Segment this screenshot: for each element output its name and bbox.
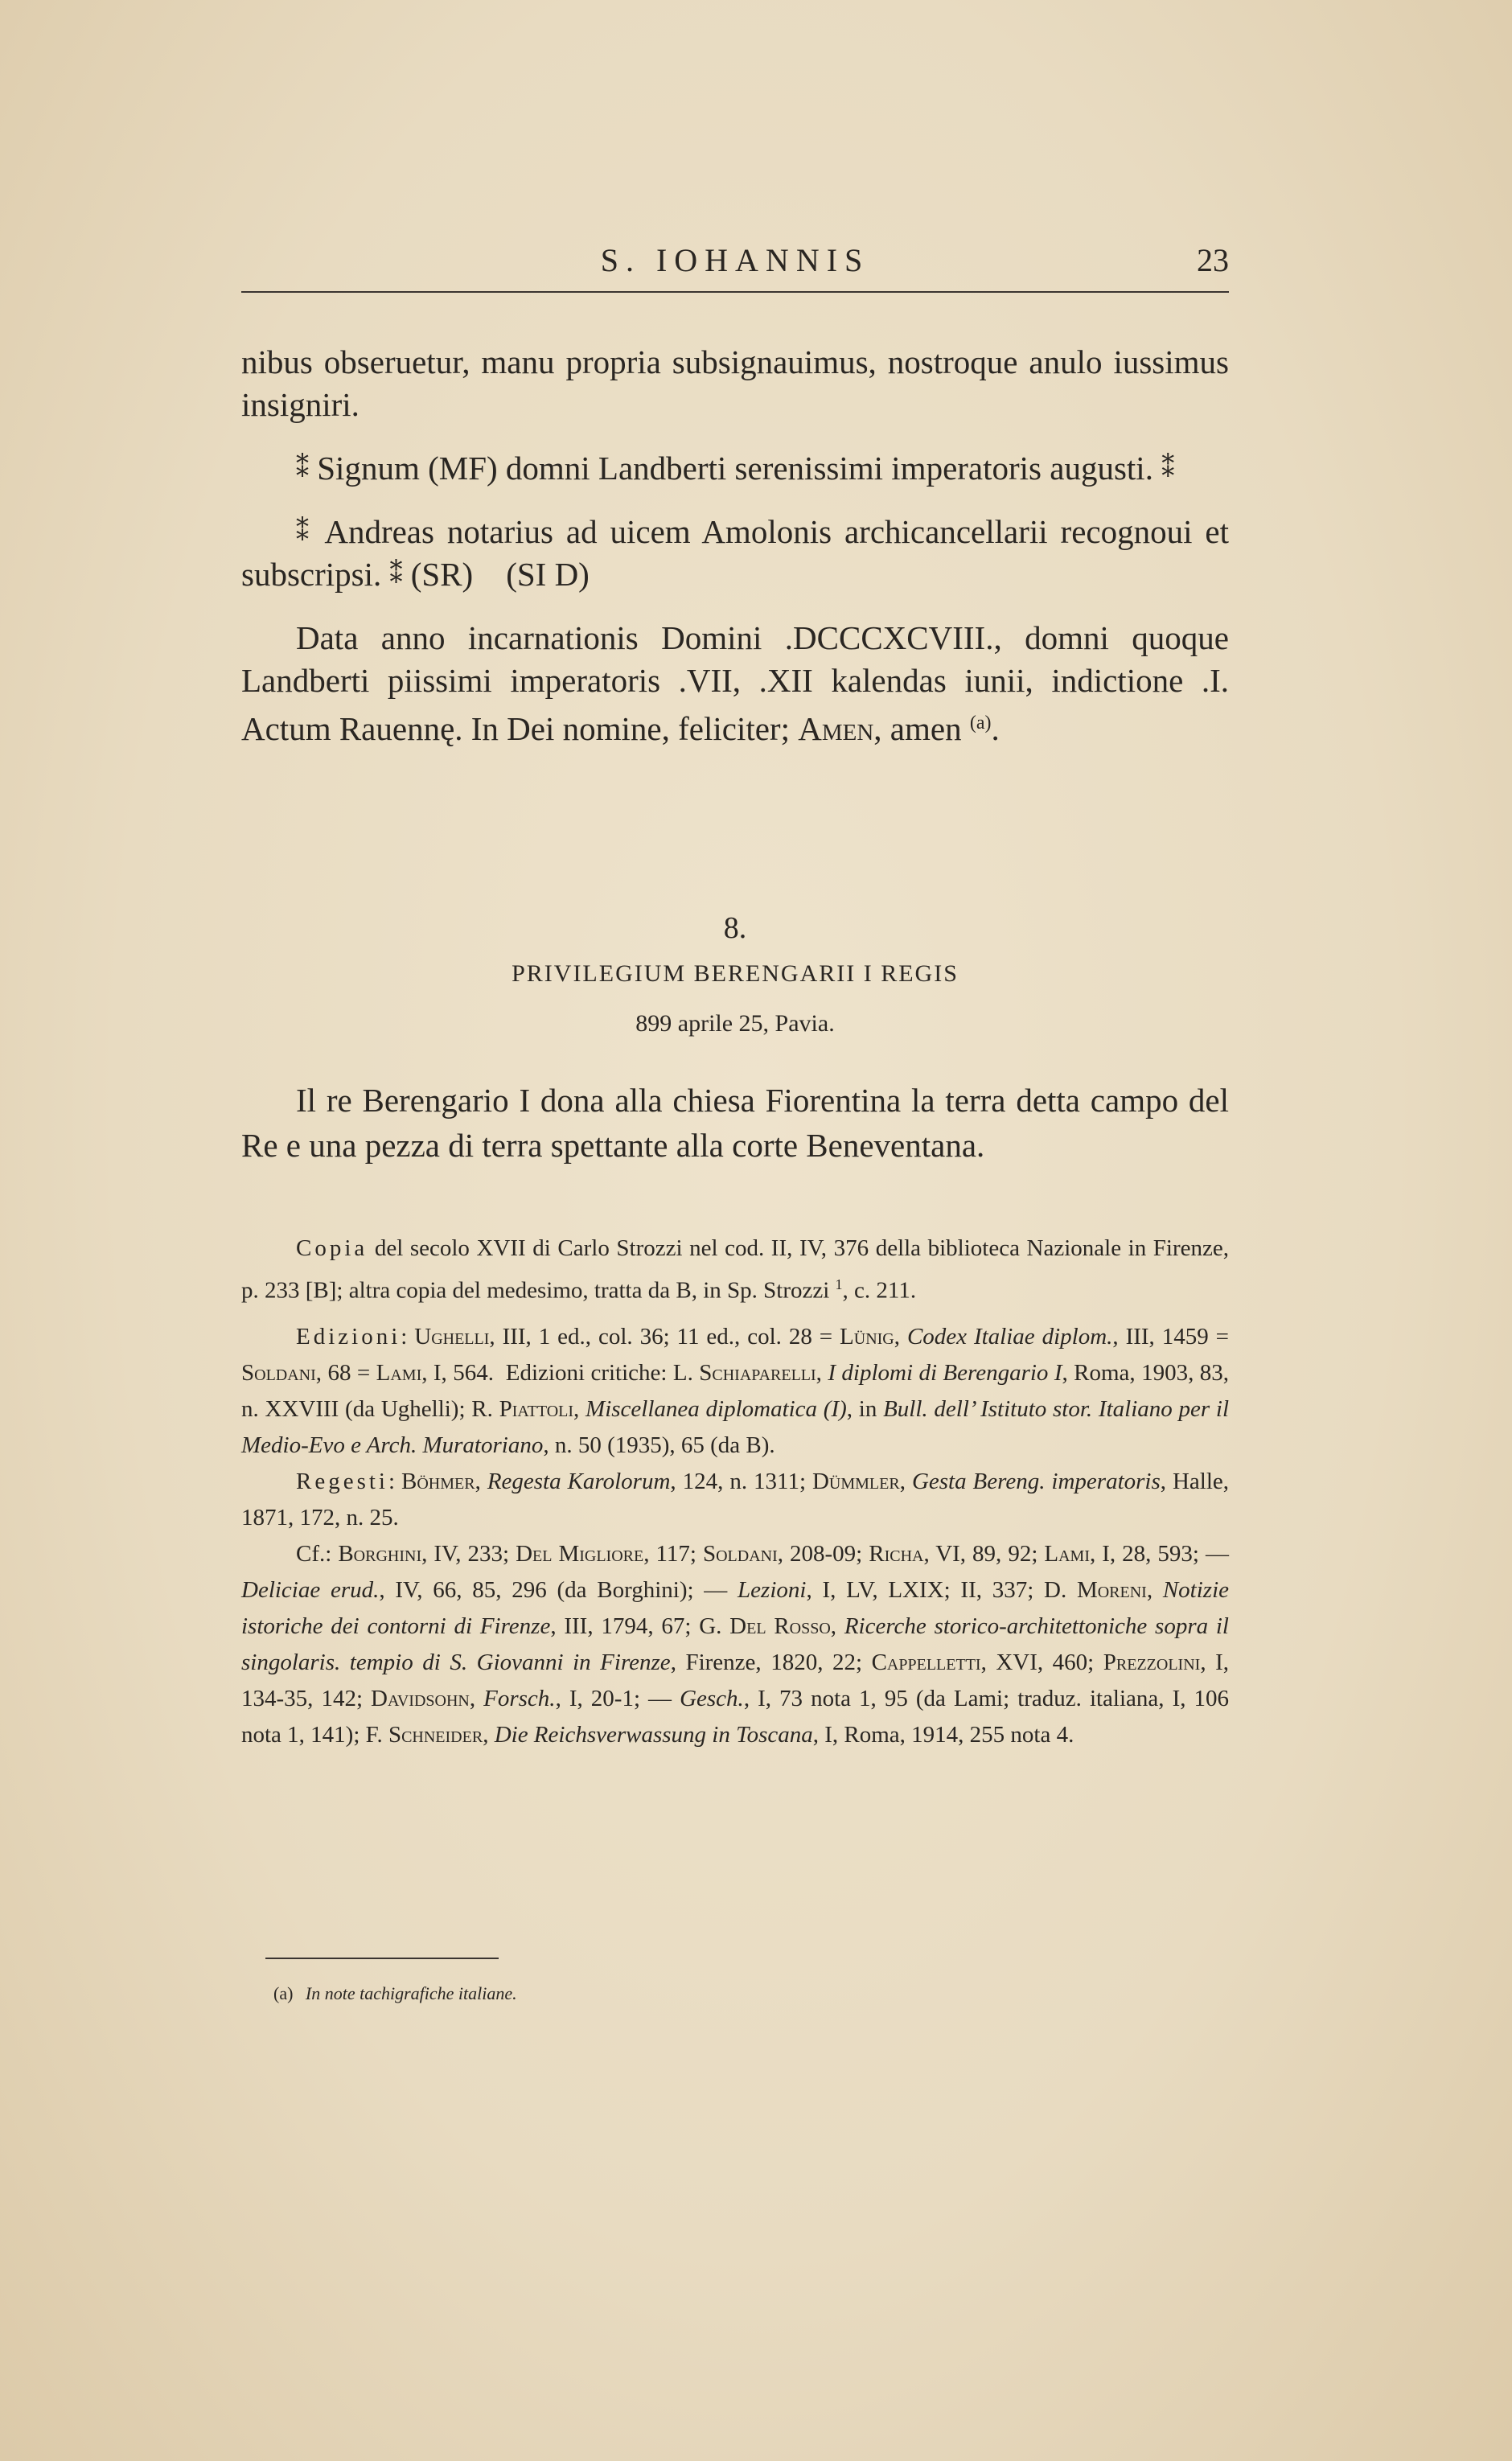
document-summary — [241, 1078, 1229, 1168]
edizioni-text: : Ughelli, III, 1 ed., col. 36; 11 ed., col. 28 = Lünig, Codex Italiae diplom., III, 1459 = Soldani, 68 = Lami, I, 564. Edizioni critiche: L. Schiaparelli, I diplomi di Berengario I, Roma, 1903, 83, n. XXVIII (da Ughelli); R. Piattoli, Miscellanea diplomatica (I), in Bull. dell’ Istituto stor. Italiano per il Medio-Evo e Arch. Muratoriano, n. 50 (1935), 65 (da B). — [241, 1323, 1230, 1458]
regesti-text: : Böhmer, Regesta Karolorum, 124, n. 1311; Dümmler, Gesta Bereng. imperatoris, Halle, 1871, 172, n. 25. — [241, 1468, 1230, 1530]
page-number: 23 — [1197, 242, 1229, 278]
footnote-ref: (a) — [969, 713, 992, 733]
header-rule — [241, 291, 1229, 293]
copia-label: Copia — [296, 1235, 368, 1261]
running-head-title: S. IOHANNIS — [600, 242, 870, 278]
charter-text — [241, 341, 1229, 750]
regesti-note — [241, 1464, 1229, 1536]
footnote — [273, 1983, 517, 2004]
cross-mark-icon: ⁑ — [1161, 454, 1175, 483]
footnote-rule — [265, 1958, 499, 1959]
copia-sup: 1 — [835, 1276, 843, 1292]
signum-text: Signum (MF) domni Landberti serenissimi imperatoris augusti. — [309, 450, 1162, 487]
summary-text: Il re Berengario I dona alla chiesa Fiorentina la terra detta campo del Re e una pezza di terra spettante alla corte Beneventana. — [241, 1082, 1229, 1164]
cf-label: Cf. — [296, 1540, 326, 1567]
copia-end: , c. 211. — [842, 1277, 917, 1304]
document-date: 899 aprile 25, Pavia. — [635, 1010, 835, 1037]
copia-note — [241, 1230, 1229, 1309]
apparatus — [241, 1230, 1229, 1753]
amen-text: , amen — [873, 710, 970, 747]
amen-caps: Amen — [798, 710, 874, 747]
copia-text: del secolo XVII di Carlo Strozzi nel cod. II, IV, 376 della biblioteca Nazionale in Firenze, p. 233 [B]; altra copia del medesimo, tratta da B, in Sp. Strozzi — [241, 1235, 1229, 1304]
cross-mark-icon: ⁑ — [296, 454, 309, 483]
recognition-paragraph — [241, 511, 1229, 596]
recognition-text: Andreas notarius ad uicem Amolonis archicancellarii recognoui et subscripsi. — [241, 513, 1229, 593]
signum-paragraph — [241, 447, 1229, 490]
document-heading — [241, 910, 1229, 1037]
footnote-label: (a) — [273, 1983, 294, 2003]
document-title: PRIVILEGIUM BERENGARII I REGIS — [512, 960, 959, 987]
cf-text: : Borghini, IV, 233; Del Migliore, 117; Soldani, 208-09; Richa, VI, 89, 92; Lami, I, 28, 593; — Deliciae erud., IV, 66, 85, 296 (da Borghini); — Lezioni, I, LV, LXIX; II, 337; D. Moreni, Notizie istoriche dei contorni di Firenze, III, 1794, 67; G. Del Rosso, Ricerche storico-architettoniche sopra il singolaris. tempio di S. Giovanni in Firenze, Firenze, 1820, 22; Cappelletti, XVI, 460; Prezzolini, I, 134-35, 142; Davidsohn, Forsch., I, 20-1; — Gesch., I, 73 nota 1, 95 (da Lami; traduz. italiana, I, 106 nota 1, 141); F. Schneider, Die Reichsverwassung in Toscana, I, Roma, 1914, 255 nota 4. — [241, 1540, 1230, 1748]
seal-text: (SR) (SI D) — [402, 556, 590, 593]
footnote-text: In note tachigrafiche italiane. — [305, 1983, 517, 2003]
cross-mark-icon: ⁑ — [389, 560, 403, 589]
dating-paragraph — [241, 617, 1229, 750]
regesti-label: Regesti — [296, 1468, 388, 1494]
running-head — [241, 241, 1229, 290]
dating-end: . — [991, 710, 1000, 747]
dating-text: Data anno incarnationis Domini .DCCCXCVIII., domni quoque Landberti piissimi imperatoris .VII, .XII kalendas iunii, indictione .I. Actum Rauennę. In Dei nomine, feliciter; — [241, 619, 1229, 747]
edizioni-note — [241, 1319, 1229, 1464]
edizioni-label: Edizioni — [296, 1323, 401, 1350]
document-number: 8. — [723, 911, 747, 945]
charter-paragraph-1: nibus obseruetur, manu propria subsignauimus, nostroque anulo iussimus insigniri. — [241, 343, 1229, 423]
cross-mark-icon: ⁑ — [296, 517, 314, 546]
cf-note — [241, 1536, 1229, 1753]
